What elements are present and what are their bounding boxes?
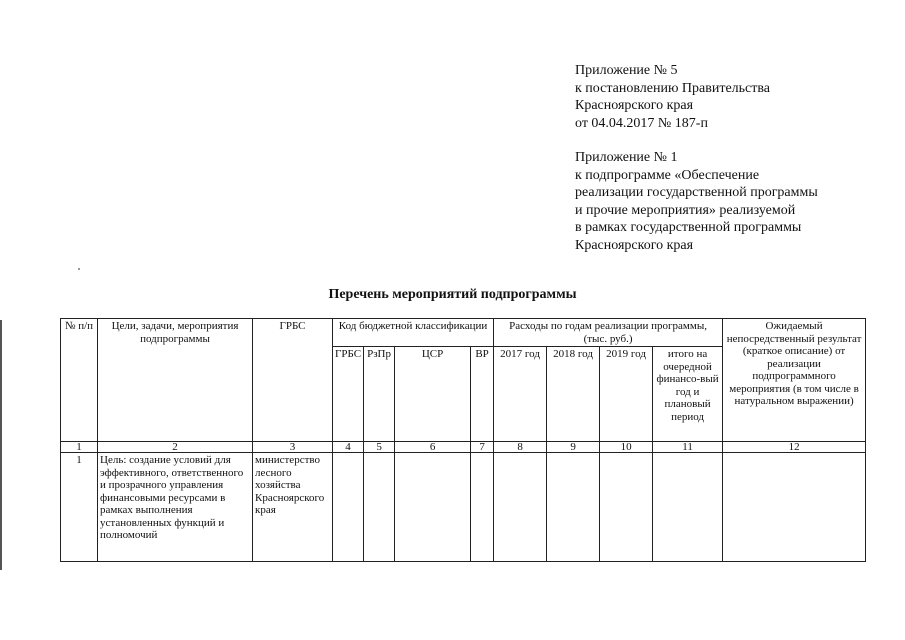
table-row: [61, 453, 866, 562]
header-2017: 2017 год: [494, 347, 547, 442]
row-cell: [333, 453, 364, 562]
col-number: 12: [723, 442, 866, 453]
header-line: от 04.04.2017 № 187-п: [575, 115, 708, 131]
row-goal: Цель: создание условий для эффективного, ответственного и прозрачного управления финансовыми ресурсами в рамках выполнения установленных функций и полномочий: [98, 453, 253, 562]
col-number: 10: [600, 442, 653, 453]
measures-table-wrap: [60, 318, 866, 562]
header-result: Ожидаемый непосредственный результат (краткое описание) от реализации подпрограммного мероприятия (в том числе в натуральном выражении): [723, 319, 866, 442]
row-cell: [364, 453, 395, 562]
header-line: реализации государственной программы: [575, 185, 818, 200]
col-number: 1: [61, 442, 98, 453]
header-line: и прочие мероприятия» реализуемой: [575, 202, 796, 218]
header-line: Красноярского края: [575, 98, 694, 113]
row-cell: [723, 453, 866, 562]
row-cell: [494, 453, 547, 562]
header-grbs: ГРБС: [253, 319, 333, 442]
document-title: Перечень мероприятий подпрограммы: [328, 287, 577, 302]
header-budget-code: Код бюджетной классификации: [333, 319, 494, 347]
col-number: 8: [494, 442, 547, 453]
header-line: Красноярского края: [575, 237, 694, 253]
header-total: итого на очередной финансо-вый год и плановый период: [653, 347, 723, 442]
row-num: 1: [61, 453, 98, 562]
col-number: 5: [364, 442, 395, 453]
col-number: 7: [471, 442, 494, 453]
row-cell: [395, 453, 471, 562]
col-number: 2: [98, 442, 253, 453]
col-number: 11: [653, 442, 723, 453]
col-number: 6: [395, 442, 471, 453]
measures-table: [60, 318, 866, 562]
col-number: 9: [547, 442, 600, 453]
appendix-header: [575, 62, 818, 254]
col-number: 3: [253, 442, 333, 453]
header-sub-vr: ВР: [471, 347, 494, 442]
header-num: № п/п: [61, 319, 98, 442]
row-grbs: министерство лесного хозяйства Красноярского края: [253, 453, 333, 562]
scan-dot: [78, 268, 80, 270]
header-line: Приложение № 1: [575, 150, 678, 165]
row-cell: [600, 453, 653, 562]
header-goals: Цели, задачи, мероприятия подпрограммы: [98, 319, 253, 442]
row-cell: [547, 453, 600, 562]
header-sub-rzpr: РзПр: [364, 347, 395, 442]
header-line: Приложение № 5: [575, 63, 678, 78]
row-cell: [471, 453, 494, 562]
header-2018: 2018 год: [547, 347, 600, 442]
header-line: к подпрограмме «Обеспечение: [575, 167, 760, 183]
header-line: к постановлению Правительства: [575, 80, 771, 96]
header-sub-grbs: ГРБС: [333, 347, 364, 442]
header-sub-csr: ЦСР: [395, 347, 471, 442]
header-line: в рамках государственной программы: [575, 220, 802, 235]
header-2019: 2019 год: [600, 347, 653, 442]
header-expenses: Расходы по годам реализации программы, (тыс. руб.): [494, 319, 723, 347]
scan-edge: [0, 320, 2, 570]
col-number: 4: [333, 442, 364, 453]
row-cell: [653, 453, 723, 562]
